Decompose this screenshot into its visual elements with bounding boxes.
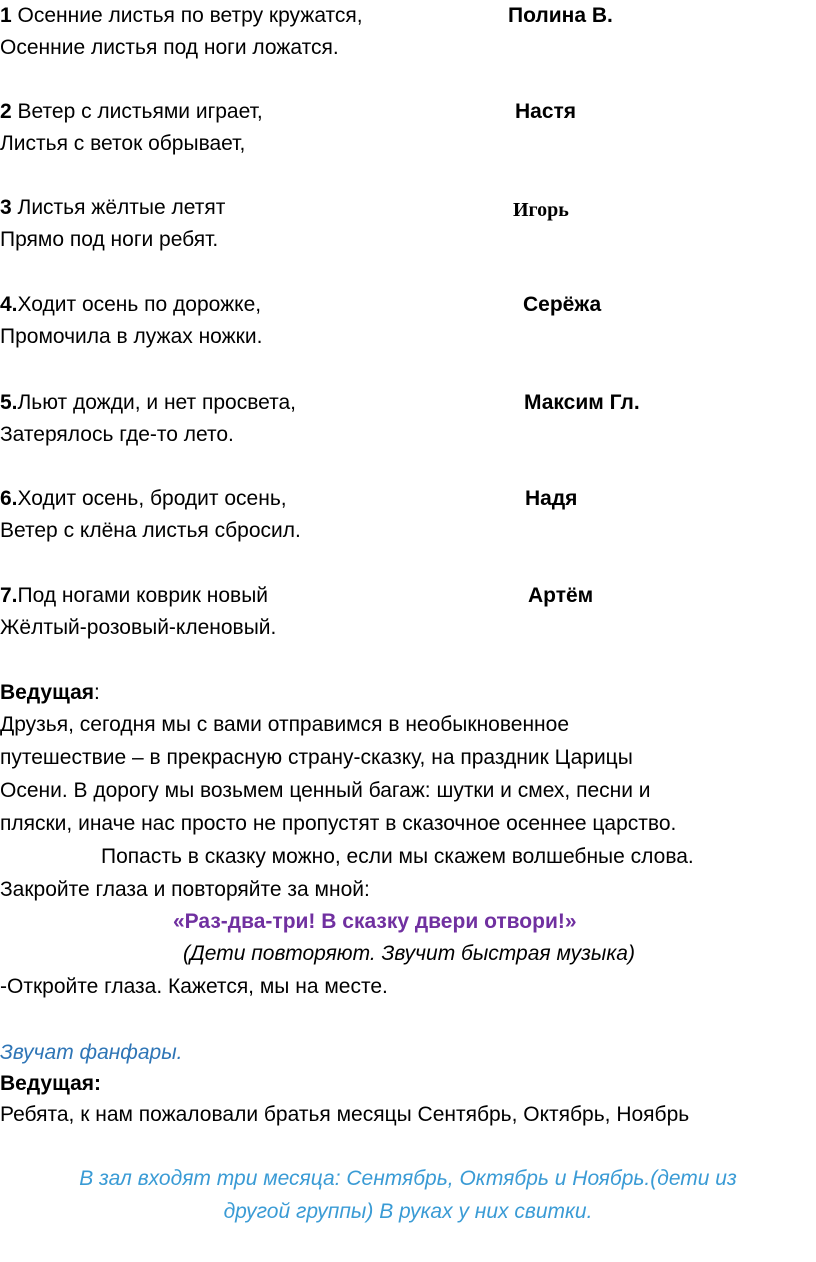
fanfare-direction: Звучат фанфары.: [0, 1041, 183, 1064]
verse-number: 5.: [0, 391, 18, 414]
magic-words: «Раз-два-три! В сказку двери отвори!»: [173, 910, 577, 933]
verse-number: 1: [0, 4, 12, 27]
verse-6-line-1: [0, 483, 287, 515]
verse-7-line-2: Жёлтый-розовый-кленовый.: [0, 616, 277, 639]
host-heading: [0, 677, 100, 709]
verse-7-line-1: [0, 580, 268, 612]
verse-number: 6.: [0, 487, 18, 510]
verse-6-speaker: Надя: [525, 487, 578, 510]
host-line-1: Друзья, сегодня мы с вами отправимся в необыкновенное: [0, 713, 570, 736]
verse-number: 7.: [0, 584, 18, 607]
host-colon: :: [94, 681, 100, 704]
verse-2-speaker: Настя: [515, 100, 577, 123]
verse-1-speaker: Полина В.: [508, 4, 613, 27]
verse-text: Ходит осень по дорожке,: [17, 293, 262, 316]
host2-line: Ребята, к нам пожаловали братья месяцы Сентябрь, Октябрь, Ноябрь: [0, 1103, 690, 1126]
verse-4-line-2: Промочила в лужах ножки.: [0, 325, 263, 348]
host-label: Ведущая: [0, 681, 95, 704]
verse-text: Под ногами коврик новый: [17, 584, 269, 607]
verse-5-line-2: Затерялось где-то лето.: [0, 423, 234, 446]
verse-text: Ходит осень, бродит осень,: [17, 487, 287, 510]
verse-number: 2: [0, 100, 12, 123]
host2-label: Ведущая:: [0, 1072, 102, 1095]
verse-3-speaker: Игорь: [513, 199, 569, 221]
verse-2-line-2: Листья с веток обрывает,: [0, 132, 246, 155]
host-after: -Откройте глаза. Кажется, мы на месте.: [0, 975, 388, 998]
host-line-2: путешествие – в прекрасную страну-сказку, на праздник Царицы: [0, 746, 633, 769]
verse-text: Осенние листья по ветру кружатся,: [17, 4, 363, 27]
verse-1-line-2: Осенние листья под ноги ложатся.: [0, 36, 339, 59]
verse-3-line-2: Прямо под ноги ребят.: [0, 228, 219, 251]
verse-number: 4.: [0, 293, 18, 316]
stage-direction: (Дети повторяют. Звучит быстрая музыка): [183, 942, 635, 965]
host-line-3: Осени. В дорогу мы возьмем ценный багаж: шутки и смех, песни и: [0, 779, 651, 802]
verse-7-speaker: Артём: [528, 584, 594, 607]
host-line-4: пляски, иначе нас просто не пропустят в сказочное осеннее царство.: [0, 812, 677, 835]
verse-1-line-1: [0, 0, 363, 32]
verse-number: 3: [0, 196, 12, 219]
verse-2-line-1: [0, 96, 263, 128]
verse-5-line-1: [0, 387, 296, 419]
host-line-5: Попасть в сказку можно, если мы скажем волшебные слова.: [101, 845, 694, 868]
verse-text: Листья жёлтые летят: [17, 196, 226, 219]
verse-3-line-1: [0, 192, 225, 224]
entrance-line-2: другой группы) В руках у них свитки.: [223, 1200, 593, 1223]
verse-text: Льют дожди, и нет просвета,: [17, 391, 297, 414]
verse-6-line-2: Ветер с клёна листья сбросил.: [0, 519, 301, 542]
verse-5-speaker: Максим Гл.: [524, 391, 640, 414]
verse-4-speaker: Серёжа: [523, 293, 602, 316]
host-line-6: Закройте глаза и повторяйте за мной:: [0, 878, 370, 901]
verse-4-line-1: [0, 289, 261, 321]
verse-text: Ветер с листьями играет,: [17, 100, 263, 123]
entrance-line-1: В зал входят три месяца: Сентябрь, Октябрь и Ноябрь.(дети из: [79, 1167, 737, 1190]
